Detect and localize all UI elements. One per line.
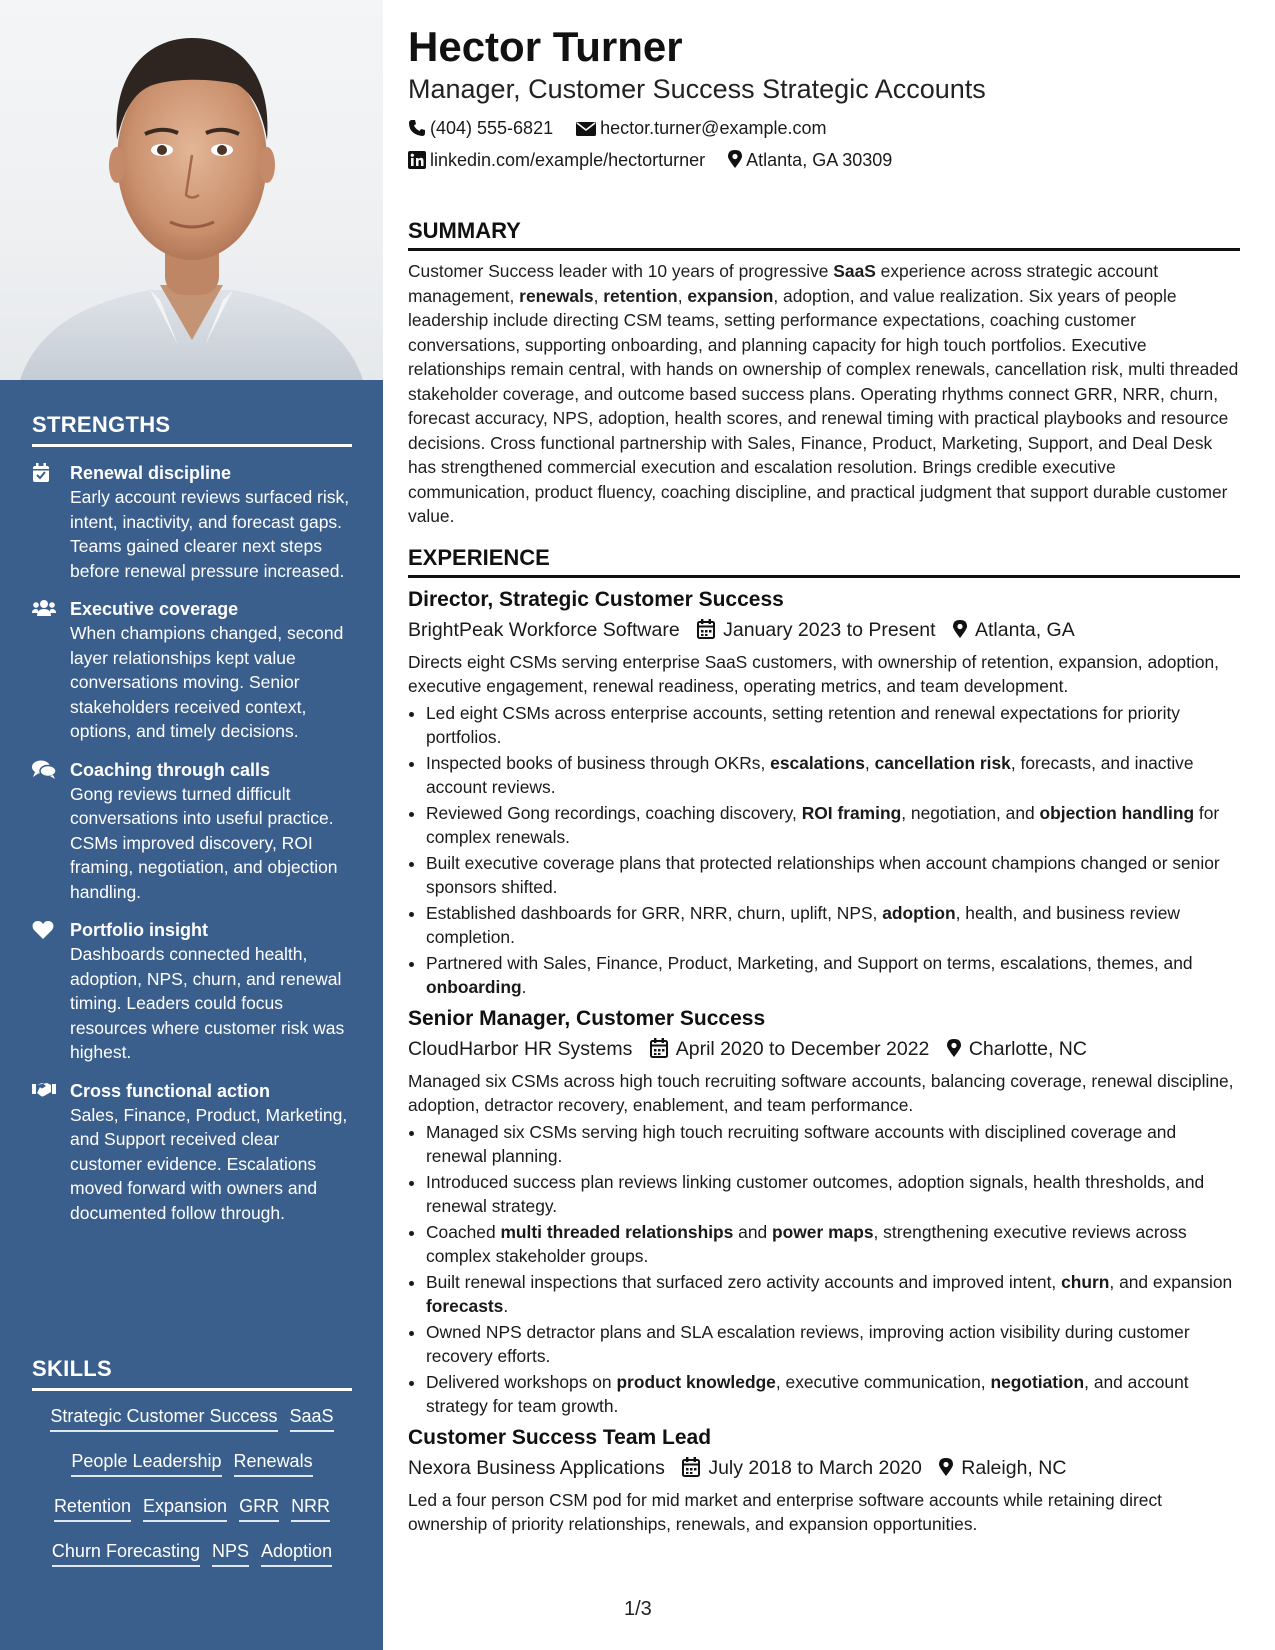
strength-item (32, 597, 352, 744)
job-description: Managed six CSMs across high touch recruiting software accounts, balancing coverage, renewal discipline, adoption, detractor recovery, enablement, and team performance. (408, 1070, 1234, 1115)
handshake-icon (32, 1081, 54, 1101)
job-location: Raleigh, NC (961, 1456, 1067, 1479)
job-description: Led a four person CSM pod for mid market and enterprise software accounts while retaining direct ownership of priority relationships, renewals, and expansion opportunities. (408, 1489, 1162, 1534)
heart-icon (32, 920, 54, 940)
skill-tag: NRR (291, 1495, 330, 1522)
skill-tag: NPS (212, 1540, 249, 1567)
bullet-item: • Partnered with Sales, Finance, Product, Marketing, and Support on terms, escalations, themes, and onboarding. (426, 951, 1240, 999)
bullet-item: • Delivered workshops on product knowledge, executive communication, negotiation, and account strategy for team growth. (426, 1370, 1240, 1418)
experience-heading: EXPERIENCE (408, 545, 1240, 578)
emphasis-text: retention (603, 285, 678, 306)
skills-heading: SKILLS (32, 1356, 352, 1391)
profile-photo (0, 0, 383, 380)
skill-row (32, 1495, 352, 1521)
bullet-item: • Built executive coverage plans that protected relationships when account champions changed or senior sponsors shifted. (426, 851, 1240, 899)
strength-text: When champions changed, second layer relationships kept value conversations moving. Senior stakeholders received context, options, and timely decisions. (70, 623, 344, 741)
bullet-item: • Led eight CSMs across enterprise accounts, setting retention and renewal expectations for priority portfolios. (426, 701, 1240, 749)
emphasis-text: renewals (519, 285, 594, 306)
phone-text: (404) 555-6821 (430, 118, 554, 138)
emphasis-text: cancellation risk (874, 752, 1011, 773)
envelope-icon (576, 118, 600, 138)
strength-title: Executive coverage (70, 599, 239, 619)
job-location: Charlotte, NC (968, 1037, 1087, 1060)
sidebar (0, 0, 383, 1650)
strengths-section (32, 412, 352, 1239)
strength-item (32, 918, 352, 1065)
job-meta (408, 614, 1240, 646)
linkedin-icon (408, 150, 430, 170)
job-dates: January 2023 to Present (723, 618, 936, 641)
email-contact[interactable] (576, 112, 826, 144)
users-icon (32, 599, 54, 619)
candidate-title: Manager, Customer Success Strategic Accounts (408, 74, 986, 104)
bullet-item: • Coached multi threaded relationships and power maps, strengthening executive reviews across complex stakeholder groups. (426, 1220, 1240, 1268)
strength-title: Portfolio insight (70, 920, 208, 940)
skill-tag: Renewals (234, 1450, 313, 1477)
job-entry (408, 1424, 1240, 1537)
candidate-name: Hector Turner (408, 23, 683, 70)
job-entry (408, 1005, 1240, 1418)
job-meta (408, 1452, 1240, 1484)
emphasis-text: forecasts (426, 1295, 504, 1316)
job-company: BrightPeak Workforce Software (408, 618, 680, 641)
skill-row (32, 1405, 352, 1431)
skills-section (32, 1356, 352, 1585)
job-dates: July 2018 to March 2020 (708, 1456, 922, 1479)
calendar-icon (697, 619, 723, 641)
strength-title: Coaching through calls (70, 759, 271, 780)
map-marker-icon (953, 619, 975, 641)
skill-row (32, 1450, 352, 1476)
strengths-heading: STRENGTHS (32, 412, 352, 447)
skill-tag: Expansion (143, 1495, 227, 1522)
emphasis-text: adoption (882, 902, 956, 923)
emphasis-text: ROI framing (801, 802, 902, 823)
emphasis-text: product knowledge (616, 1371, 776, 1392)
phone-icon (408, 118, 430, 138)
map-marker-icon (728, 150, 746, 170)
skills-list (32, 1405, 352, 1566)
skill-row (32, 1540, 352, 1566)
job-bullets (408, 1120, 1240, 1418)
job-bullets (408, 701, 1240, 999)
bullet-item: • Introduced success plan reviews linking customer outcomes, adoption signals, health thresholds, and renewal strategy. (426, 1170, 1240, 1218)
email-text: hector.turner@example.com (600, 118, 827, 138)
job-entry (408, 586, 1240, 999)
bullet-item: • Owned NPS detractor plans and SLA escalation reviews, improving action visibility during customer recovery efforts. (426, 1320, 1240, 1368)
emphasis-text: onboarding (426, 976, 522, 997)
contact-row (408, 112, 1240, 144)
page-number: 1/3 (624, 1598, 652, 1620)
emphasis-text: expansion (687, 285, 774, 306)
strength-title: Renewal discipline (70, 463, 232, 483)
emphasis-text: negotiation (990, 1371, 1085, 1392)
strength-text: Sales, Finance, Product, Marketing, and Support received clear customer evidence. Escalations moved forward with owners and documented follow through. (70, 1104, 348, 1223)
job-company: CloudHarbor HR Systems (408, 1037, 633, 1060)
job-meta (408, 1033, 1240, 1065)
job-title: Customer Success Team Lead (408, 1425, 712, 1449)
emphasis-text: objection handling (1039, 802, 1195, 823)
job-location: Atlanta, GA (975, 618, 1075, 641)
strength-text: Dashboards connected health, adoption, NPS, churn, and renewal timing. Leaders could focus resources where customer risk was highest. (70, 944, 345, 1062)
job-description: Directs eight CSMs serving enterprise SaaS customers, with ownership of retention, expansion, adoption, executive engagement, renewal readiness, operating metrics, and team development. (408, 651, 1219, 696)
map-marker-icon (939, 1457, 961, 1479)
summary-text: Customer Success leader with 10 years of progressive SaaS experience across strategic account management, renewals, retention, expansion, adoption, and value realization. Six years of people leadership include directing CSM teams, setting performance expectations, coaching customer conversations, supporting onboarding, and planning capacity for high touch portfolios. Executive relationships remain central, with hands on ownership of complex renewals, cancellation risk, multi threaded stakeholder coverage, and outcome based success plans. Operating rhythms connect GRR, NRR, churn, forecast accuracy, NPS, adoption, health scores, and renewal timing with practical playbooks and resource decisions. Cross functional partnership with Sales, Finance, Product, Marketing, Support, and Deal Desk has strengthened commercial execution and escalation resolution. Brings credible executive communication, product fluency, coaching discipline, and practical judgment that support durable customer value. (408, 261, 1239, 526)
strength-title: Cross functional action (70, 1080, 271, 1101)
bullet-item: • Inspected books of business through OKRs, escalations, cancellation risk, forecasts, and inactive account reviews. (426, 751, 1240, 799)
phone-contact[interactable] (408, 112, 553, 144)
calendar-icon (682, 1457, 708, 1479)
bullet-item: • Reviewed Gong recordings, coaching discovery, ROI framing, negotiation, and objection handling for complex renewals. (426, 801, 1240, 849)
comments-icon (32, 760, 54, 780)
summary-heading: SUMMARY (408, 218, 1240, 251)
strength-item (32, 758, 352, 905)
location-contact (728, 144, 892, 176)
main-content (408, 22, 1240, 1539)
skill-tag: GRR (239, 1495, 279, 1522)
skill-tag: SaaS (290, 1405, 334, 1432)
emphasis-text: multi threaded relationships (500, 1221, 734, 1242)
calendar-icon (650, 1038, 676, 1060)
map-marker-icon (947, 1038, 969, 1060)
emphasis-text: escalations (770, 752, 865, 773)
job-title: Director, Strategic Customer Success (408, 587, 784, 611)
location-text: Atlanta, GA 30309 (746, 150, 893, 170)
linkedin-text: linkedin.com/example/hectorturner (430, 150, 706, 170)
strength-text: Gong reviews turned difficult conversations into useful practice. CSMs improved discovery, ROI framing, negotiation, and objection handling. (70, 783, 338, 902)
job-dates: April 2020 to December 2022 (675, 1037, 930, 1060)
contact-row (408, 144, 1240, 176)
bullet-item: • Built renewal inspections that surfaced zero activity accounts and improved intent, churn, and expansion forecasts. (426, 1270, 1240, 1318)
strength-item (32, 1079, 352, 1226)
skill-tag: Strategic Customer Success (50, 1405, 277, 1432)
bullet-item: • Established dashboards for GRR, NRR, churn, uplift, NPS, adoption, health, and business review completion. (426, 901, 1240, 949)
skill-tag: Retention (54, 1495, 131, 1522)
job-company: Nexora Business Applications (408, 1456, 665, 1479)
bullet-item: • Managed six CSMs serving high touch recruiting software accounts with disciplined coverage and renewal planning. (426, 1120, 1240, 1168)
emphasis-text: power maps (772, 1221, 874, 1242)
skill-tag: Churn Forecasting (52, 1540, 200, 1567)
job-title: Senior Manager, Customer Success (408, 1006, 766, 1030)
strength-item (32, 461, 352, 583)
linkedin-contact[interactable] (408, 144, 705, 176)
skill-tag: People Leadership (71, 1450, 221, 1477)
calendar-check-icon (32, 463, 54, 483)
emphasis-text: churn (1061, 1271, 1110, 1292)
skill-tag: Adoption (261, 1540, 332, 1567)
strength-text: Early account reviews surfaced risk, intent, inactivity, and forecast gaps. Teams gained clearer next steps before renewal pressure increased. (70, 487, 350, 581)
emphasis-text: SaaS (833, 261, 876, 281)
